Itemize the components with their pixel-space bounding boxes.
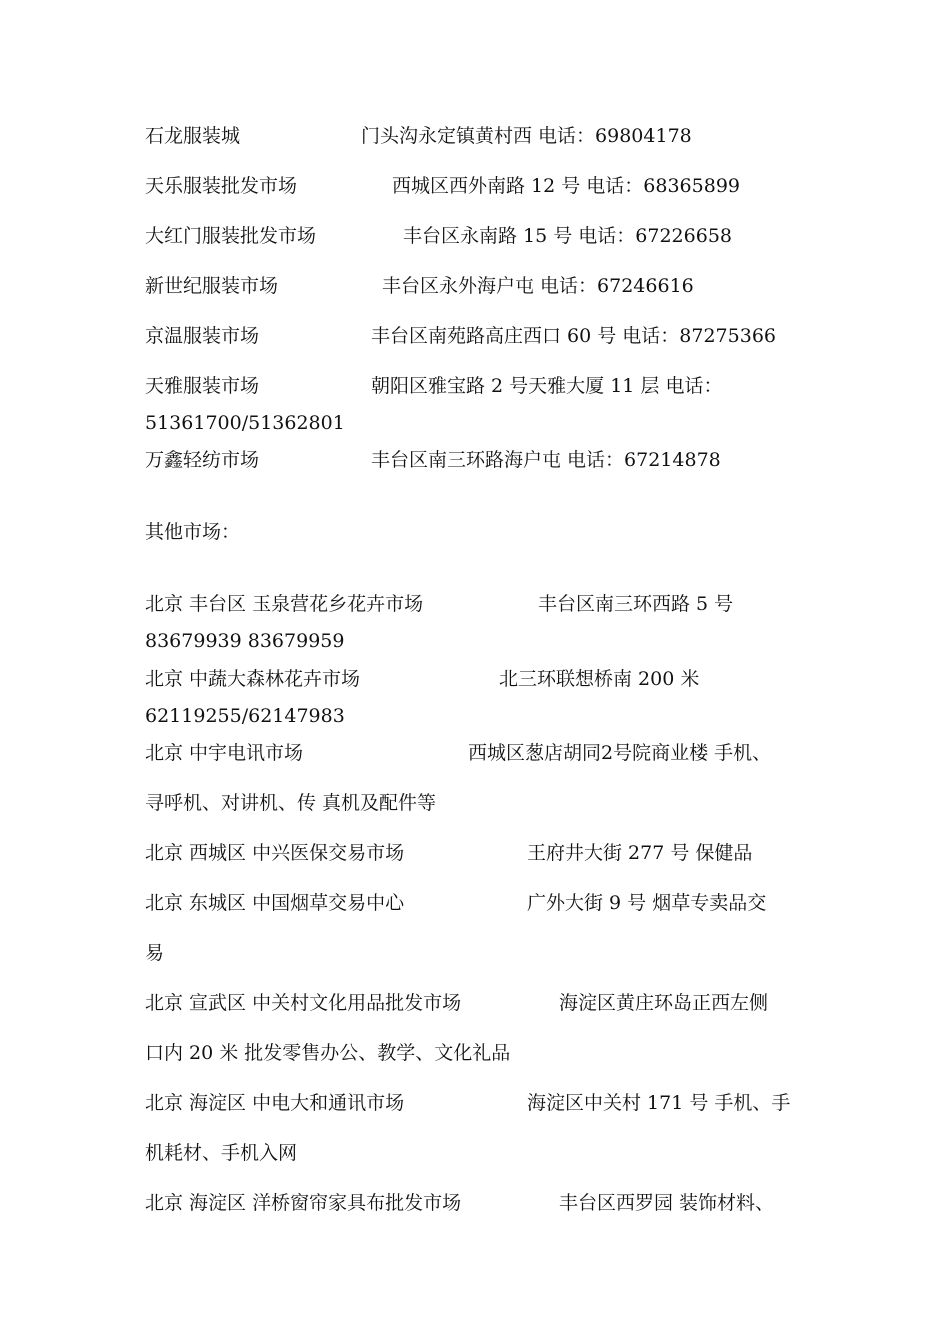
market-address: 丰台区南苑路高庄西口 60 号 电话：87275366 xyxy=(371,325,777,347)
market-address: 丰台区永外海户屯 电话：67246616 xyxy=(382,275,694,297)
section-heading: 其他市场： xyxy=(145,521,241,543)
market-name: 北京 丰台区 玉泉营花乡花卉市场 xyxy=(145,593,424,615)
market-name: 新世纪服装市场 xyxy=(145,275,279,297)
market-name: 北京 海淀区 中电大和通讯市场 xyxy=(145,1092,405,1114)
market-address: 海淀区中关村 171 号 手机、手 xyxy=(527,1092,791,1114)
market-name: 北京 海淀区 洋桥窗帘家具布批发市场 xyxy=(145,1192,462,1214)
market-address: 门头沟永定镇黄村西 电话：69804178 xyxy=(361,125,692,147)
market-name: 天乐服装批发市场 xyxy=(145,175,298,197)
market-address-continued: 寻呼机、对讲机、传 真机及配件等 xyxy=(145,792,437,814)
market-address: 王府井大街 277 号 保健品 xyxy=(527,842,753,864)
market-address: 丰台区南三环路海户屯 电话：67214878 xyxy=(371,449,721,471)
market-address-continued: 机耗材、手机入网 xyxy=(145,1142,298,1164)
market-address-continued: 62119255/62147983 xyxy=(145,705,345,727)
market-name: 北京 宣武区 中关村文化用品批发市场 xyxy=(145,992,462,1014)
market-address-continued: 易 xyxy=(145,942,165,964)
market-address-continued: 83679939 83679959 xyxy=(145,630,345,652)
market-name: 石龙服装城 xyxy=(145,125,241,147)
market-address-continued: 口内 20 米 批发零售办公、教学、文化礼品 xyxy=(145,1042,511,1064)
market-address: 丰台区南三环西路 5 号 xyxy=(538,593,734,615)
market-address: 北三环联想桥南 200 米 xyxy=(499,668,700,690)
market-name: 天雅服装市场 xyxy=(145,375,260,397)
market-address: 广外大街 9 号 烟草专卖品交 xyxy=(527,892,767,914)
market-name: 北京 东城区 中国烟草交易中心 xyxy=(145,892,405,914)
market-name: 北京 中蔬大森林花卉市场 xyxy=(145,668,361,690)
market-name: 万鑫轻纺市场 xyxy=(145,449,260,471)
market-address: 丰台区永南路 15 号 电话：67226658 xyxy=(403,225,733,247)
market-name: 京温服装市场 xyxy=(145,325,260,347)
market-address: 丰台区西罗园 装饰材料、 xyxy=(559,1192,775,1214)
market-address: 西城区西外南路 12 号 电话：68365899 xyxy=(392,175,741,197)
market-name: 大红门服装批发市场 xyxy=(145,225,317,247)
market-name: 北京 中宇电讯市场 xyxy=(145,742,304,764)
market-address: 西城区葱店胡同2号院商业楼 手机、 xyxy=(468,742,772,764)
market-name: 北京 西城区 中兴医保交易市场 xyxy=(145,842,405,864)
market-address: 朝阳区雅宝路 2 号天雅大厦 11 层 电话： xyxy=(371,375,723,397)
market-address: 海淀区黄庄环岛正西左侧 xyxy=(559,992,769,1014)
market-address-continued: 51361700/51362801 xyxy=(145,412,345,434)
